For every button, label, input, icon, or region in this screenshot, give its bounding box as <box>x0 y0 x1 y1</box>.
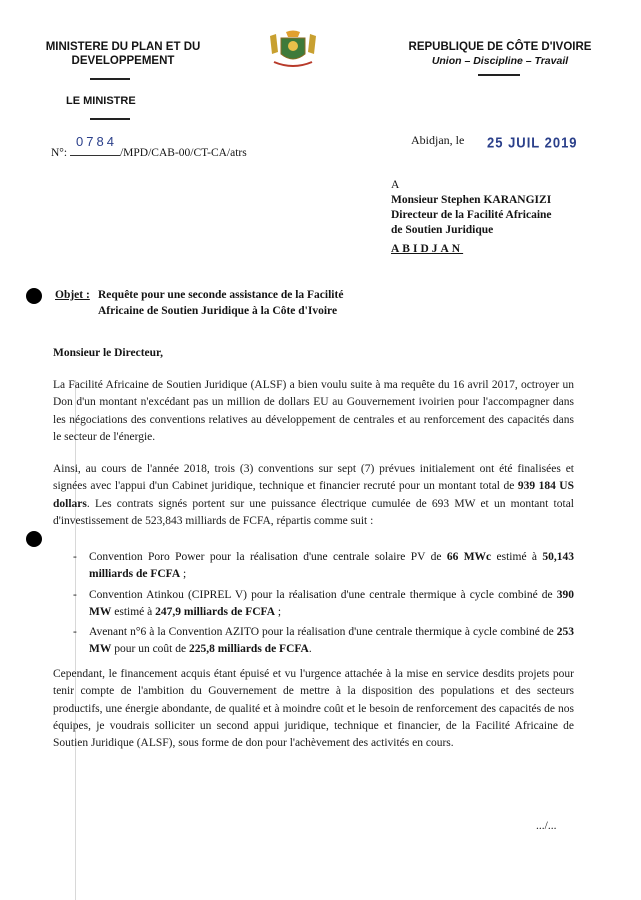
recipient-to: A <box>391 179 400 191</box>
subject-line-1: Requête pour une seconde assistance de la Facilité <box>98 289 344 301</box>
list-dash: - <box>73 626 77 639</box>
item-text: estimé à <box>491 551 543 563</box>
item-power: 390 MW <box>89 588 574 618</box>
item-text: ; <box>180 568 187 581</box>
coat-of-arms-emblem <box>264 30 322 70</box>
recipient-name: Monsieur Stephen KARANGIZI <box>391 194 552 206</box>
reference-number <box>51 134 247 159</box>
body-paragraph-3: Cependant, le financement acquis étant épuisé et vu l'urgence attachée à la mise en service desdits projets pour tenir compte de l'ambition du Gouvernement de mettre à la disposition des populations et des secteurs productifs, une énergie abondante, de qualité et à moindre coût et le besoin de renforcement des capacités de nos équipes, je voudrais solliciter un second appui juridique, technique et financier, de la Facilité Africaine de Soutien Juridique (ALSF), sous forme de don pour l'achèvement des activités en cours. <box>53 668 574 750</box>
recipient-block <box>391 178 552 238</box>
date-stamp: 25 JUIL 2019 <box>487 134 578 151</box>
reference-handwritten-number: 0784 <box>76 134 117 149</box>
list-item <box>73 624 574 659</box>
national-motto: Union – Discipline – Travail <box>431 55 569 67</box>
item-text: estimé à <box>111 605 156 618</box>
reference-prefix: N°: <box>51 147 68 159</box>
paragraph-2-amount: 939 184 US dollars <box>53 480 574 510</box>
punch-hole-mark <box>26 288 42 304</box>
ministry-line-1: MINISTERE DU PLAN ET DU <box>45 41 201 53</box>
republic-divider <box>478 74 520 76</box>
body-paragraph-1: La Facilité Africaine de Soutien Juridique (ALSF) a bien voulu suite à ma requête du 16 avril 2017, octroyer un Don d'un montant n'excédant pas un million de dollars EU au Gouvernement ivoirien pour l'accompagner dans les négociations des conventions relatives au développement de centrales et au renforcement des capacités dans le secteur de l'énergie. <box>53 379 574 443</box>
item-text: . <box>308 643 312 656</box>
subject-label: Objet : <box>55 289 90 301</box>
item-power: 66 MWc <box>446 551 492 563</box>
subject-text <box>98 287 428 319</box>
paragraph-2-text: . Les contrats signés portent sur une puissance électrique cumulée de 693 MW et un montant total d'investissement de 523,843 milliards de FCFA, répartis comme suit : <box>53 497 574 527</box>
subject-line-2: Africaine de Soutien Juridique à la Côte d'Ivoire <box>98 305 338 317</box>
republic-heading <box>400 40 600 68</box>
list-item <box>73 549 575 584</box>
conventions-list <box>73 549 575 662</box>
item-amount: 247,9 milliards de FCFA <box>155 605 276 618</box>
ministry-heading <box>28 40 218 68</box>
punch-hole-mark <box>26 531 42 547</box>
page-continued-marker: .../... <box>536 820 557 832</box>
item-text: Convention Atinkou (CIPREL V) pour la réalisation d'une centrale thermique à cycle combiné de <box>89 588 557 601</box>
list-dash: - <box>73 588 77 601</box>
item-text: Convention Poro Power pour la réalisation d'une centrale solaire PV de <box>89 551 447 563</box>
header-divider <box>90 78 130 80</box>
date-place: Abidjan, le <box>411 133 465 147</box>
item-text: ; <box>275 605 282 618</box>
item-text: Avenant n°6 à la Convention AZITO pour la réalisation d'une centrale thermique à cycle combiné de <box>89 626 557 639</box>
republic-name: REPUBLIQUE DE CÔTE D'IVOIRE <box>408 41 592 53</box>
subject-block <box>55 287 344 317</box>
salutation: Monsieur le Directeur, <box>53 347 163 359</box>
list-item <box>73 587 574 622</box>
item-power: 253 MW <box>89 626 574 656</box>
recipient-city: ABIDJAN <box>391 243 464 255</box>
reference-suffix: /MPD/CAB-00/CT-CA/atrs <box>119 147 247 159</box>
item-amount: 225,8 milliards de FCFA <box>188 643 309 656</box>
minister-divider <box>90 118 130 120</box>
paragraph-2-text: Ainsi, au cours de l'année 2018, trois (3) conventions sur sept (7) prévues initialement ont été finalisées et signées avec l'appui d'un Cabinet juridique, technique et financier recruté pour un montant total de <box>53 463 574 493</box>
minister-heading: LE MINISTRE <box>66 95 136 107</box>
ministry-line-2: DEVELOPPEMENT <box>71 55 175 67</box>
item-text: pour un coût de <box>111 643 189 656</box>
body-paragraph-2 <box>53 461 574 530</box>
list-dash: - <box>73 551 77 563</box>
recipient-title-1: Directeur de la Facilité Africaine <box>391 209 552 221</box>
item-amount: 50,143 milliards de FCFA <box>89 551 575 581</box>
recipient-title-2: de Soutien Juridique <box>391 224 494 236</box>
